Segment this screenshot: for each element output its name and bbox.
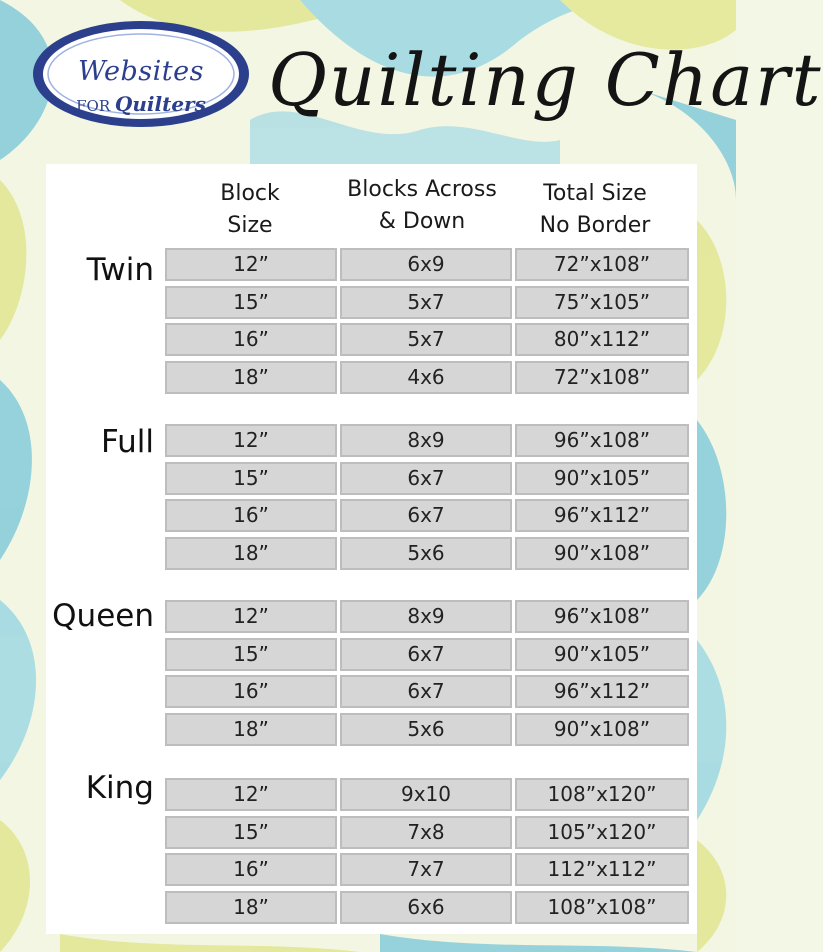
cell-block-size: 16” (165, 853, 337, 886)
cell-total-size: 90”x108” (515, 537, 689, 570)
cell-blocks-across-down: 7x8 (340, 816, 512, 849)
websites-for-quilters-logo (30, 18, 252, 130)
cell-total-size: 105”x120” (515, 816, 689, 849)
cell-block-size: 15” (165, 462, 337, 495)
cell-block-size: 12” (165, 600, 337, 633)
cell-block-size: 15” (165, 286, 337, 319)
cell-block-size: 18” (165, 361, 337, 394)
cell-total-size: 108”x120” (515, 778, 689, 811)
cell-blocks-across-down: 6x7 (340, 499, 512, 532)
cell-blocks-across-down: 8x9 (340, 600, 512, 633)
cell-total-size: 96”x108” (515, 600, 689, 633)
cell-block-size: 12” (165, 248, 337, 281)
cell-block-size: 16” (165, 499, 337, 532)
cell-total-size: 80”x112” (515, 323, 689, 356)
cell-block-size: 18” (165, 537, 337, 570)
group-label-queen: Queen (52, 598, 154, 634)
logo-text-for-quilters (30, 92, 252, 116)
cell-total-size: 75”x105” (515, 286, 689, 319)
cell-blocks-across-down: 5x7 (340, 286, 512, 319)
cell-total-size: 72”x108” (515, 248, 689, 281)
cell-total-size: 96”x112” (515, 675, 689, 708)
cell-block-size: 16” (165, 675, 337, 708)
cell-blocks-across-down: 6x7 (340, 675, 512, 708)
cell-block-size: 18” (165, 891, 337, 924)
page-title: Quilting Chart (268, 38, 823, 122)
cell-blocks-across-down: 8x9 (340, 424, 512, 457)
header-total-size: Total Size No Border (539, 181, 651, 238)
cell-block-size: 12” (165, 778, 337, 811)
cell-blocks-across-down: 4x6 (340, 361, 512, 394)
cell-total-size: 90”x108” (515, 713, 689, 746)
cell-total-size: 72”x108” (515, 361, 689, 394)
cell-blocks-across-down: 6x6 (340, 891, 512, 924)
cell-block-size: 15” (165, 816, 337, 849)
cell-total-size: 112”x112” (515, 853, 689, 886)
logo-text-quilters: Quilters (114, 92, 206, 116)
cell-blocks-across-down: 6x7 (340, 638, 512, 671)
cell-total-size: 90”x105” (515, 638, 689, 671)
cell-block-size: 12” (165, 424, 337, 457)
header-block-size: Block Size (220, 181, 280, 238)
logo-text-for: FOR (76, 97, 111, 115)
cell-blocks-across-down: 5x7 (340, 323, 512, 356)
logo-text-websites: Websites (78, 56, 204, 87)
cell-blocks-across-down: 5x6 (340, 713, 512, 746)
cell-total-size: 96”x112” (515, 499, 689, 532)
cell-total-size: 96”x108” (515, 424, 689, 457)
cell-block-size: 16” (165, 323, 337, 356)
cell-blocks-across-down: 6x9 (340, 248, 512, 281)
group-label-full: Full (100, 424, 154, 460)
cell-blocks-across-down: 9x10 (340, 778, 512, 811)
cell-blocks-across-down: 6x7 (340, 462, 512, 495)
cell-blocks-across-down: 5x6 (340, 537, 512, 570)
cell-block-size: 15” (165, 638, 337, 671)
cell-block-size: 18” (165, 713, 337, 746)
cell-total-size: 90”x105” (515, 462, 689, 495)
group-label-king: King (85, 770, 154, 806)
group-label-twin: Twin (86, 252, 154, 288)
header-blocks-across-down: Blocks Across & Down (347, 177, 497, 234)
cell-total-size: 108”x108” (515, 891, 689, 924)
cell-blocks-across-down: 7x7 (340, 853, 512, 886)
